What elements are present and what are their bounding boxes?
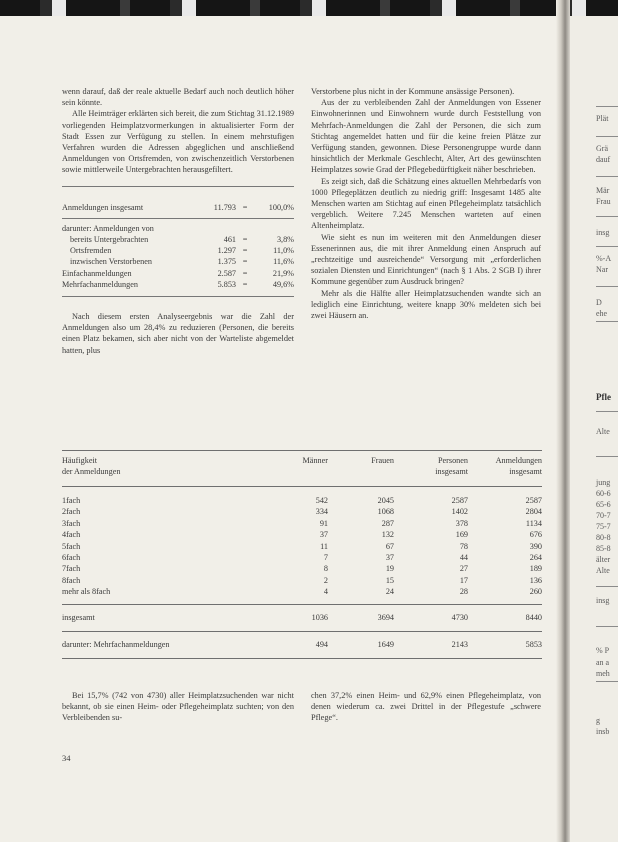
table-row: 4fach 37 132 169 676 <box>62 530 542 540</box>
table-multi-row: darunter: Mehrfachanmeldungen 494 1649 2143 5853 <box>62 639 542 649</box>
right-para-5: Mehr als die Hälfte aller Heimplatzsuchenden wandte sich an lediglich eine Einrichtung, weitere knapp 30% meldeten sich bei zwei Häusern an. <box>311 288 541 321</box>
right-para-2: Aus der zu verbleibenden Zahl der Anmeldungen von Essener Einwohnerinnen und Einwohnern wurde durch Feststellung von Mehrfach-Anmeldungen die Zahl der Personen, die sich zum Stichtag angemeldet hatten und für die keine freien Plätze zur Verfügung standen, gewonnen. Diese Personengruppe wurde dann hinsichtlich der Merkmale Geschlecht, Alter, Art des gewünschten Heimplatzes sowie Grad der Pflegebedürftigkeit näher beschrieben. <box>311 98 541 175</box>
table-row: 8fach 2 15 17 136 <box>62 575 542 585</box>
table-header-frequency: Häufigkeit der Anmeldungen <box>62 456 121 476</box>
facing-page-rule <box>596 176 618 177</box>
stats-multi-row: Mehrfachanmeldungen 5.853 = 49,6% <box>62 279 294 289</box>
facing-page-fragment: 70-7 <box>596 511 611 520</box>
table-row: mehr als 8fach 4 24 28 260 <box>62 587 542 597</box>
facing-page-fragment: Frau <box>596 197 611 206</box>
facing-page-rule <box>596 246 618 247</box>
facing-page-fragment: insg <box>596 228 610 237</box>
facing-page-fragment: %-A <box>596 254 612 263</box>
bottom-right-text: chen 37,2% einen Heim- und 62,9% einen Pflegeheimplatz, von denen wiederum ca. zwei Drittel in der Pflegestufe „schwere Pflege“. <box>311 691 541 723</box>
facing-page-rule <box>596 216 618 217</box>
facing-page-fragment: meh <box>596 669 610 678</box>
facing-page-rule <box>596 586 618 587</box>
table-row: 5fach 11 67 78 390 <box>62 541 542 551</box>
facing-page-fragment: dauf <box>596 155 611 164</box>
facing-page-fragment: g <box>596 716 600 725</box>
stats-row: inzwischen Verstorbenen 1.375 = 11,6% <box>70 257 294 267</box>
facing-page-fragment: Pfle <box>596 392 611 402</box>
facing-page-fragment: 85-8 <box>596 544 611 553</box>
facing-page-fragment: 60-6 <box>596 489 611 498</box>
stats-total-row: Anmeldungen insgesamt 11.793 = 100,0% <box>62 202 294 212</box>
table-rule-header <box>62 486 542 487</box>
right-para-1: Verstorbene plus nicht in der Kommune ansässige Personen). <box>311 87 515 96</box>
facing-page-edge <box>570 16 618 842</box>
facing-page-rule <box>596 456 618 457</box>
table-row: 6fach 7 37 44 264 <box>62 552 542 562</box>
table-header-men: Männer <box>302 456 328 465</box>
right-para-4: Wie sieht es nun im weiteren mit den Anmeldungen dieser Essenerinnen aus, die mit ihrer Anmeldung einen Anspruch auf „rechtzeitige und ausreichende“ Versorgung mit „erforderlichen sozialen Diensten und Einrichtungen“ (nach § 1 Abs. 2 SGB I) ihrer Kommune gegenüber zum Ausdruck bringen? <box>311 232 541 287</box>
table-header-registrations: Anmeldungen insgesamt <box>495 456 542 476</box>
facing-page-fragment: 80-8 <box>596 533 611 542</box>
facing-page-fragment: Alte <box>596 566 610 575</box>
table-header-persons: Personen insgesamt <box>435 456 468 476</box>
facing-page-fragment: insg <box>596 596 610 605</box>
table-header-row <box>62 451 542 486</box>
facing-page-fragment: Alte <box>596 427 610 436</box>
left-para-1: wenn darauf, daß der reale aktuelle Bedarf auch noch deutlich höher sein könnte. <box>62 87 294 108</box>
stats-row: bereits Untergebrachten 461 = 3,8% <box>70 235 294 244</box>
facing-page-rule <box>596 286 618 287</box>
facing-page-fragment: Plät <box>596 114 609 123</box>
table-rule-bottom <box>62 658 542 659</box>
stats-single-row: Einfachanmeldungen 2.587 = 21,9% <box>62 268 294 278</box>
registration-frequency-table <box>62 450 542 659</box>
book-gutter <box>556 0 570 842</box>
stats-sub-heading: darunter: Anmeldungen von <box>62 223 154 233</box>
left-para-3: Nach diesem ersten Analyseergebnis war die Zahl der Anmeldungen also um 28,4% zu reduzieren (Personen, die bereits einen Platz bekamen, sich aber nicht von der Warteliste abgemeldet hatten, plus <box>62 311 294 355</box>
facing-page-fragment: ehe <box>596 309 608 318</box>
facing-page-fragment: 75-7 <box>596 522 611 531</box>
stats-row: Ortsfremden 1.297 = 11,0% <box>70 246 294 256</box>
facing-page-fragment: jung <box>596 478 611 487</box>
facing-page-fragment: 65-6 <box>596 500 611 509</box>
facing-page-rule <box>596 681 618 682</box>
facing-page-fragment: älter <box>596 555 611 564</box>
registration-stats <box>62 202 294 297</box>
facing-page-fragment: an a <box>596 658 610 667</box>
right-column <box>311 86 541 321</box>
table-row: 3fach 91 287 378 1134 <box>62 518 542 528</box>
bottom-left-text: Bei 15,7% (742 von 4730) aller Heimplatzsuchenden war nicht bekannt, ob sie einen Heim- oder Pflegeheimplatz suchten; von den Verbleibenden su- <box>62 691 294 723</box>
facing-page-fragment: Nar <box>596 265 608 274</box>
facing-page-fragment: insb <box>596 727 610 736</box>
right-para-3: Es zeigt sich, daß die Schätzung eines aktuellen Mehrbedarfs von 1000 Pflegeplätzen deutlich zu niedrig griff: Insgesamt 1485 alte Menschen warten am Stichtag auf einen Pflegeheimplatz tatsächlich vergeblich. Weitere 7.245 Menschen warteten auf einen Altenheimplatz. <box>311 176 541 231</box>
facing-page-rule <box>596 321 618 322</box>
table-header-women: Frauen <box>371 456 394 465</box>
table-row: 1fach 542 2045 2587 2587 <box>62 496 542 505</box>
scan-edge-strip <box>0 0 618 16</box>
facing-page-rule <box>596 411 618 412</box>
table-total-row: insgesamt 1036 3694 4730 8440 <box>62 612 542 622</box>
facing-page-fragment: D <box>596 298 602 307</box>
table-body <box>62 495 542 598</box>
facing-page-rule <box>596 136 618 137</box>
page-number: 34 <box>62 753 71 763</box>
left-para-2: Alle Heimträger erklärten sich bereit, die zum Stichtag 31.12.1989 vorliegenden Heimplatzvormerkungen in aktualisierter Form der Stadt Essen zur Verfügung zu stellen. In einem mehrstufigen Verfahren wurden die Adressen abgeglichen und anschließend Anmeldungen von Ortsfremden, von zwischenzeitlich Verstorbenen sowie mittlerweile Untergebrachten herausgefiltert. <box>62 109 294 175</box>
left-column <box>62 86 294 356</box>
facing-page-fragment: Mär <box>596 186 610 195</box>
facing-page-fragment: % P <box>596 646 610 655</box>
facing-page-fragment: Grä <box>596 144 608 153</box>
table-row: 2fach 334 1068 1402 2804 <box>62 507 542 517</box>
table-row: 7fach 8 19 27 189 <box>62 564 542 574</box>
facing-page-rule <box>596 106 618 107</box>
stats-rule-mid <box>62 218 294 219</box>
facing-page-rule <box>596 626 618 627</box>
